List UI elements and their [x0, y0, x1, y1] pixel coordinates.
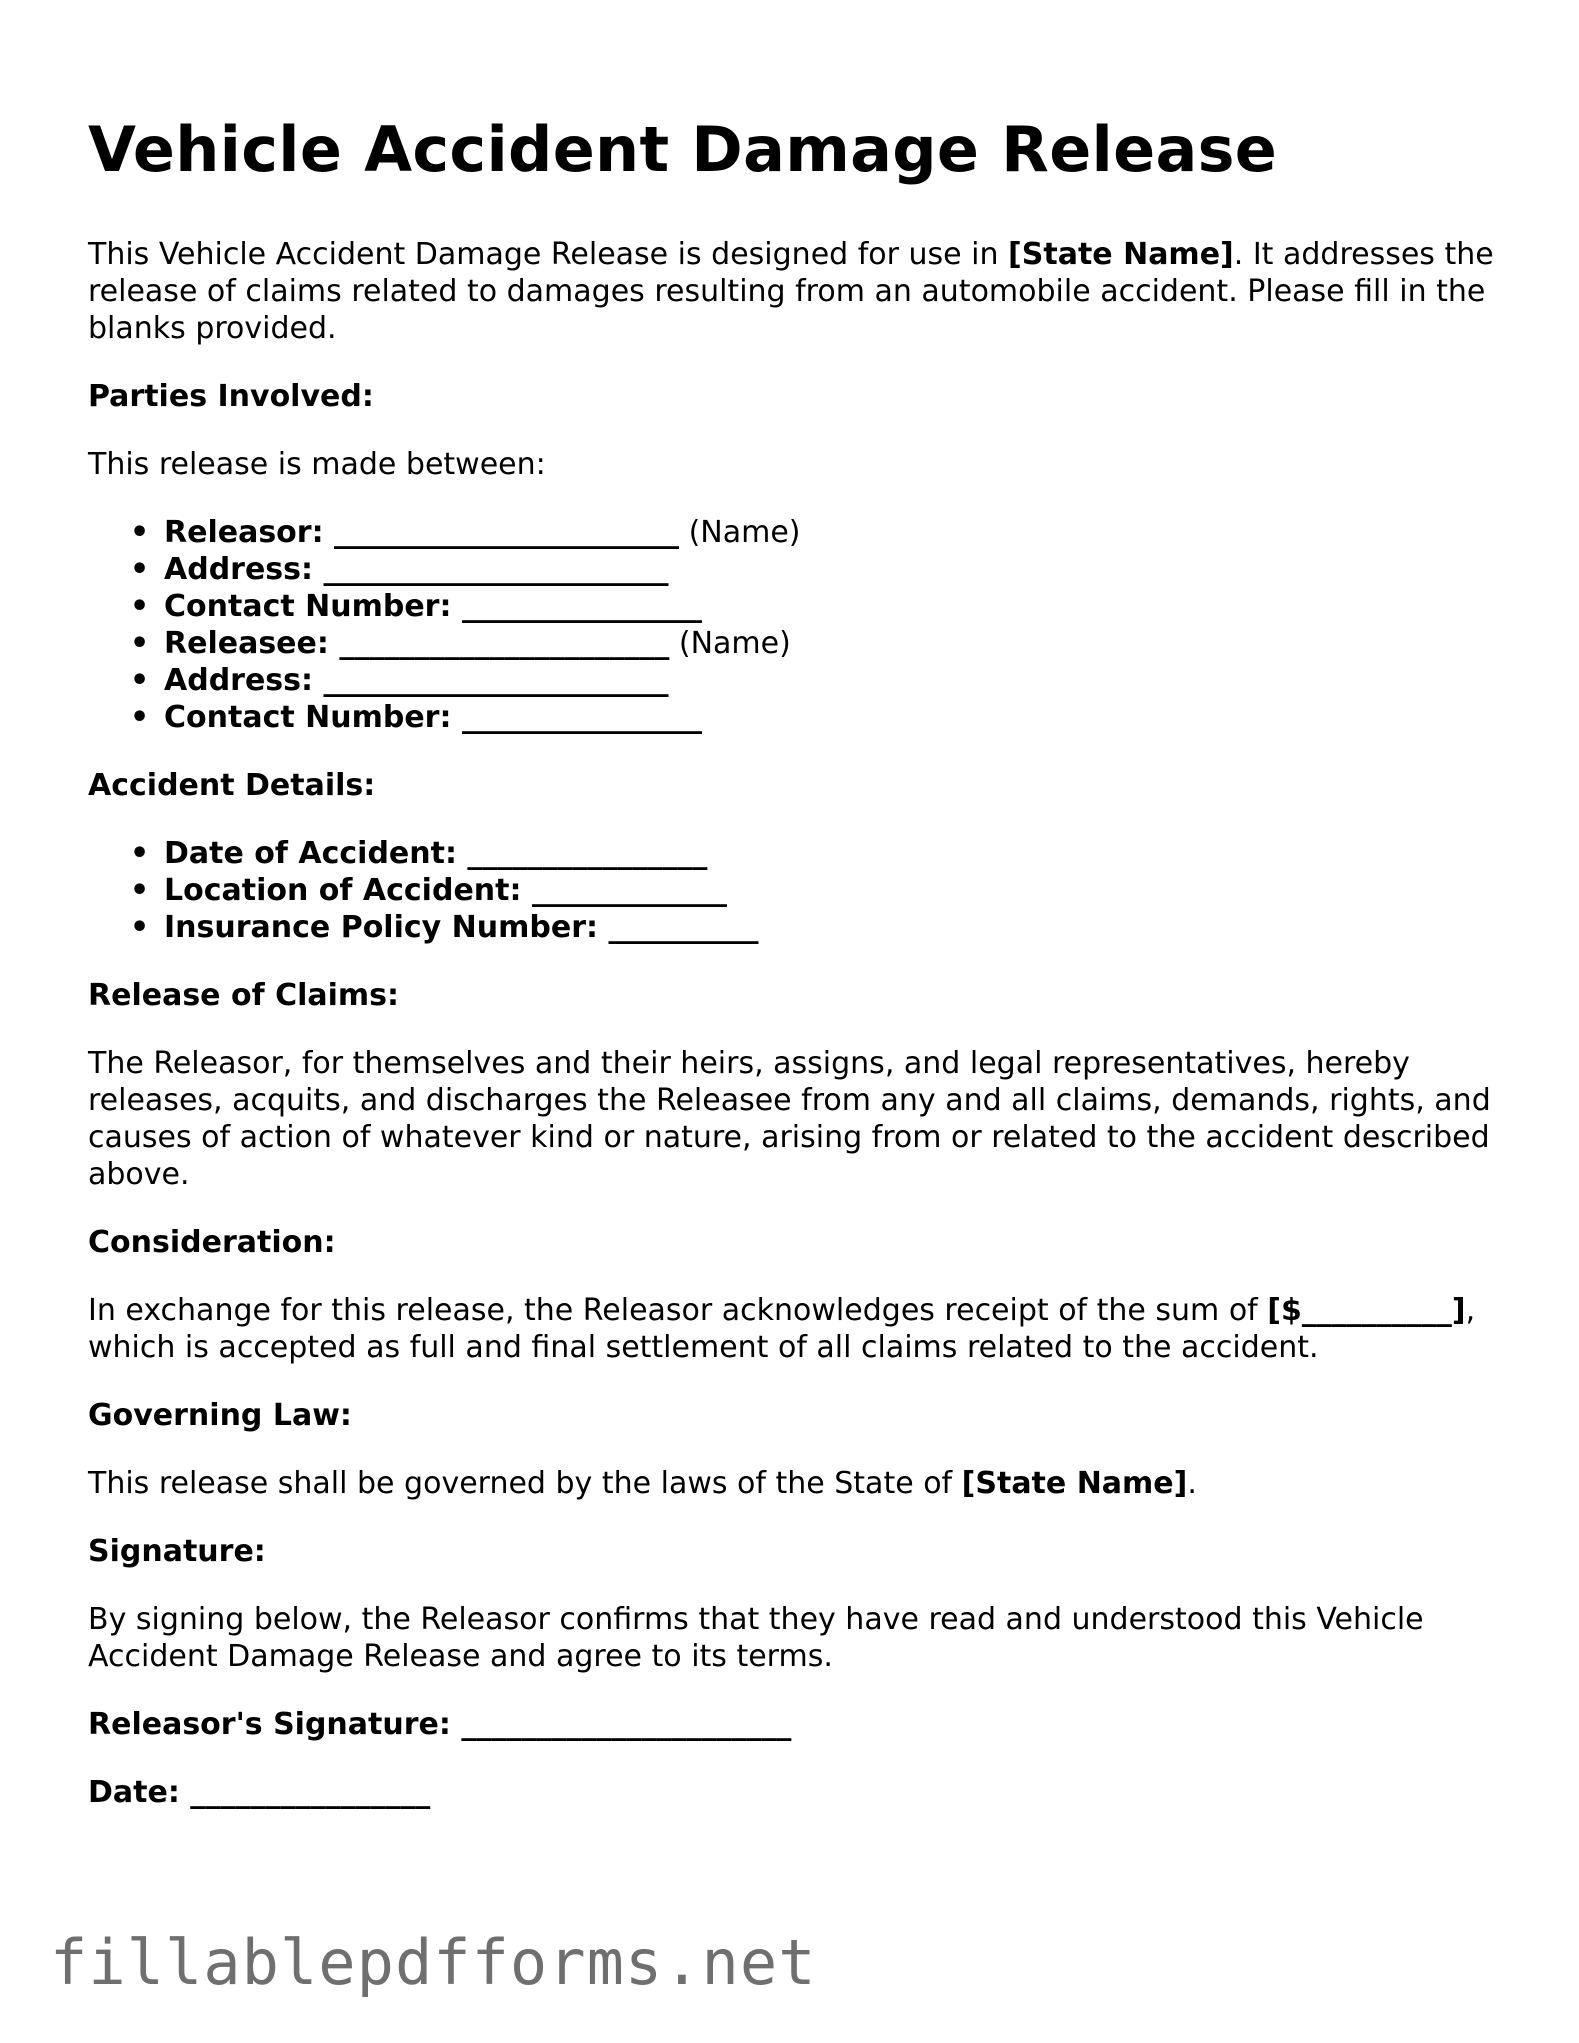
consideration-text-start: In exchange for this release, the Releasor acknowledges receipt of the sum of [88, 1293, 1268, 1328]
consideration-text-end: , which is accepted as full and final settlement of all claims related to the accident. [88, 1293, 1476, 1365]
releasee-address-blank[interactable]: _______________________ [323, 663, 669, 698]
intro-text-end: . It addresses the release of claims related to damages resulting from an automobile accident. Please fill in the blanks provided. [88, 237, 1494, 346]
date-blank[interactable]: ________________ [190, 1775, 431, 1810]
release-paragraph: The Releasor, for themselves and their heirs, assigns, and legal representatives, hereby releases, acquits, and discharges the Releasee from any and all claims, demands, rights, and causes of action of whatever kind or nature, arising from or related to the accident described above. [88, 1046, 1491, 1192]
list-item-releasor [164, 514, 1508, 551]
signature-label: Releasor's Signature: [88, 1707, 451, 1742]
release-heading: Release of Claims: [88, 978, 400, 1013]
parties-lead: This release is made between: [88, 447, 546, 482]
releasee-name-blank[interactable]: ______________________ [339, 626, 670, 661]
governing-heading: Governing Law: [88, 1398, 352, 1433]
date-label: Date: [88, 1775, 180, 1810]
governing-text-end: . [1187, 1466, 1197, 1501]
field-label: Address: [164, 663, 314, 698]
list-item-releasee-address [164, 662, 1508, 699]
field-label: Date of Accident: [164, 836, 457, 871]
parties-heading: Parties Involved: [88, 379, 374, 414]
field-label: Insurance Policy Number: [164, 910, 598, 945]
field-label: Releasor: [164, 515, 324, 550]
governing-paragraph [88, 1465, 1508, 1502]
date-line [88, 1774, 1508, 1811]
releasor-signature-line [88, 1706, 1508, 1743]
watermark: fillablepdfforms.net [50, 1926, 817, 1999]
list-item-accident-date [164, 835, 1508, 872]
accident-date-blank[interactable]: ________________ [467, 836, 708, 871]
list-item-accident-location [164, 872, 1508, 909]
releasor-contact-blank[interactable]: ________________ [461, 589, 702, 624]
field-label: Contact Number: [164, 700, 452, 735]
releasor-address-blank[interactable]: _______________________ [323, 552, 669, 587]
list-item-releasee [164, 625, 1508, 662]
intro-paragraph [88, 236, 1508, 347]
field-label: Location of Accident: [164, 873, 522, 908]
field-label: Contact Number: [164, 589, 452, 624]
field-label: Address: [164, 552, 314, 587]
signature-paragraph: By signing below, the Releasor confirms that they have read and understood this Vehicle Accident Damage Release and agree to its terms. [88, 1602, 1424, 1674]
signature-heading: Signature: [88, 1534, 266, 1569]
consideration-heading: Consideration: [88, 1225, 336, 1260]
field-suffix: (Name) [678, 626, 791, 661]
list-item-releasee-contact [164, 699, 1508, 736]
list-item-releasor-contact [164, 588, 1508, 625]
amount-blank[interactable]: [$__________] [1267, 1293, 1466, 1328]
accident-location-blank[interactable]: _____________ [531, 873, 727, 908]
policy-number-blank[interactable]: __________ [608, 910, 759, 945]
accident-heading: Accident Details: [88, 768, 376, 803]
field-suffix: (Name) [688, 515, 801, 550]
parties-list [88, 514, 1508, 736]
document-page [88, 108, 1508, 1811]
governing-text-start: This release shall be governed by the laws of the State of [88, 1466, 962, 1501]
field-label: Releasee: [164, 626, 329, 661]
consideration-paragraph [88, 1292, 1508, 1366]
intro-text-start: This Vehicle Accident Damage Release is designed for use in [88, 237, 1009, 272]
list-item-policy-number [164, 909, 1508, 946]
releasor-name-blank[interactable]: _______________________ [334, 515, 680, 550]
releasee-contact-blank[interactable]: ________________ [461, 700, 702, 735]
governing-state-placeholder: [State Name] [961, 1466, 1188, 1501]
accident-list [88, 835, 1508, 946]
list-item-releasor-address [164, 551, 1508, 588]
document-title: Vehicle Accident Damage Release [88, 113, 1278, 186]
intro-state-placeholder: [State Name] [1008, 237, 1234, 272]
signature-blank[interactable]: ______________________ [461, 1707, 792, 1742]
